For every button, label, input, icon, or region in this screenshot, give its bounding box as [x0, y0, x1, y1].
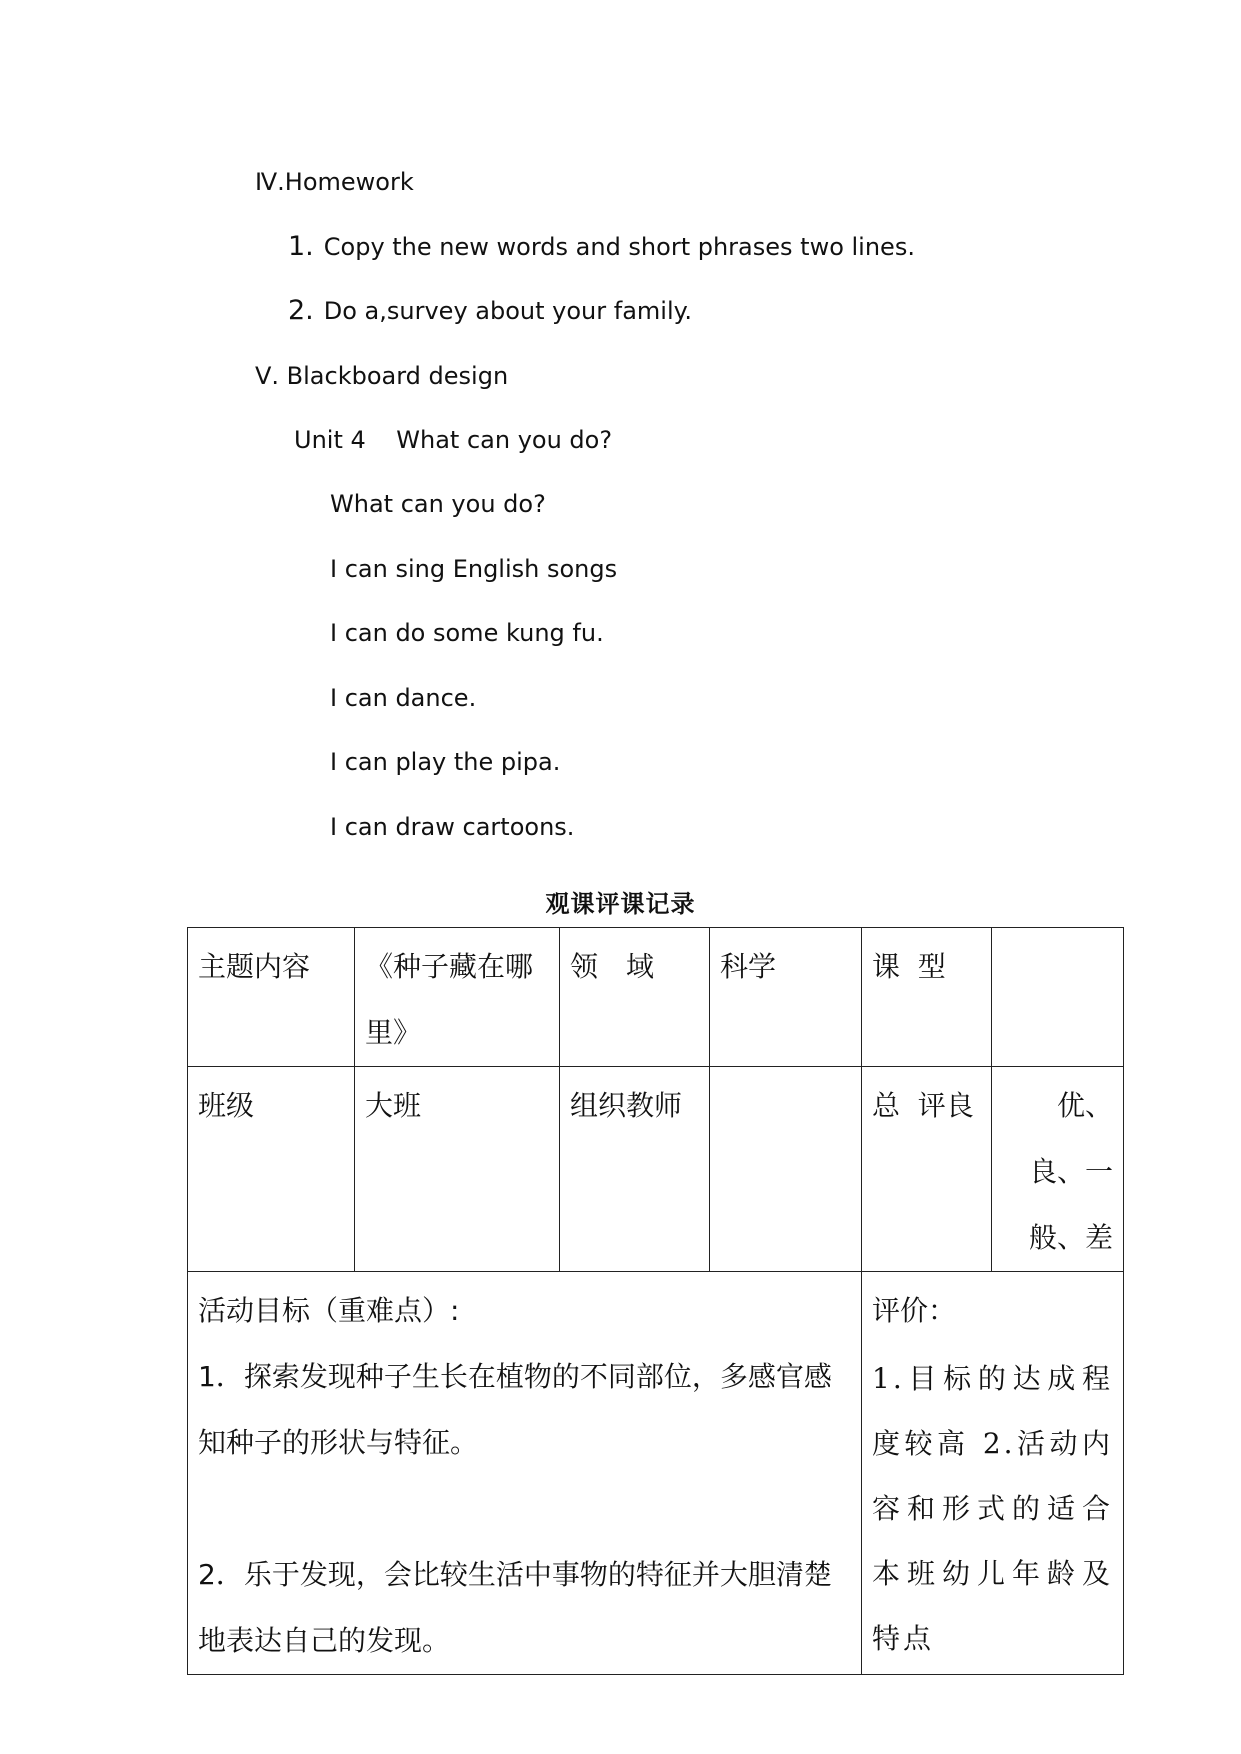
evaluation-label: 评价： [872, 1294, 957, 1327]
blackboard-line: I can do some kung fu. [330, 619, 604, 647]
activity-goals-cell [188, 1272, 862, 1675]
class-label: 班级 [188, 1067, 355, 1272]
blackboard-line: I can sing English songs [330, 555, 618, 583]
homework-item-text: Do a,survey about your family. [323, 297, 693, 325]
domain-value: 科学 [710, 928, 862, 1067]
topic-label: 主题内容 [188, 928, 355, 1067]
blackboard-line: What can you do? [330, 490, 546, 518]
lesson-type-value [992, 928, 1124, 1067]
table-row [188, 928, 1124, 1067]
homework-item-1 [288, 232, 915, 262]
homework-item-2 [288, 296, 692, 326]
teacher-value [710, 1067, 862, 1272]
record-table [187, 927, 1124, 1675]
blackboard-unit-title: Unit 4 What can you do? [294, 426, 613, 454]
goal-spacer [198, 1476, 851, 1542]
domain-label: 领 域 [560, 928, 710, 1067]
blackboard-line: I can draw cartoons. [330, 813, 575, 841]
topic-value: 《种子藏在哪里》 [355, 928, 560, 1067]
activity-goals-label: 活动目标（重难点）: [198, 1294, 460, 1327]
table-row [188, 1272, 1124, 1675]
evaluation-text: 1.目标的达成程度较高 2.活动内容和形式的适合本班幼儿年龄及特点 [872, 1362, 1113, 1655]
rating-options: 优、良、一般、差 [992, 1067, 1124, 1272]
blackboard-heading: Ⅴ. Blackboard design [255, 362, 509, 390]
goal-item: 2．乐于发现，会比较生活中事物的特征并大胆清楚地表达自己的发现。 [198, 1558, 832, 1657]
homework-item-text: Copy the new words and short phrases two lines. [323, 233, 915, 261]
goal-item: 1．探索发现种子生长在植物的不同部位，多感官感知种子的形状与特征。 [198, 1360, 832, 1459]
homework-item-number: 2. [288, 295, 314, 326]
class-value: 大班 [355, 1067, 560, 1272]
homework-item-number: 1. [288, 231, 314, 262]
evaluation-cell [862, 1272, 1124, 1675]
overall-rating-label: 总 评良 [862, 1067, 992, 1272]
table-row [188, 1067, 1124, 1272]
record-title: 观课评课记录 [545, 890, 696, 918]
blackboard-line: I can play the pipa. [330, 748, 561, 776]
lesson-type-label: 课 型 [862, 928, 992, 1067]
teacher-label: 组织教师 [560, 1067, 710, 1272]
blackboard-line: I can dance. [330, 684, 477, 712]
homework-heading: Ⅳ.Homework [255, 168, 414, 196]
